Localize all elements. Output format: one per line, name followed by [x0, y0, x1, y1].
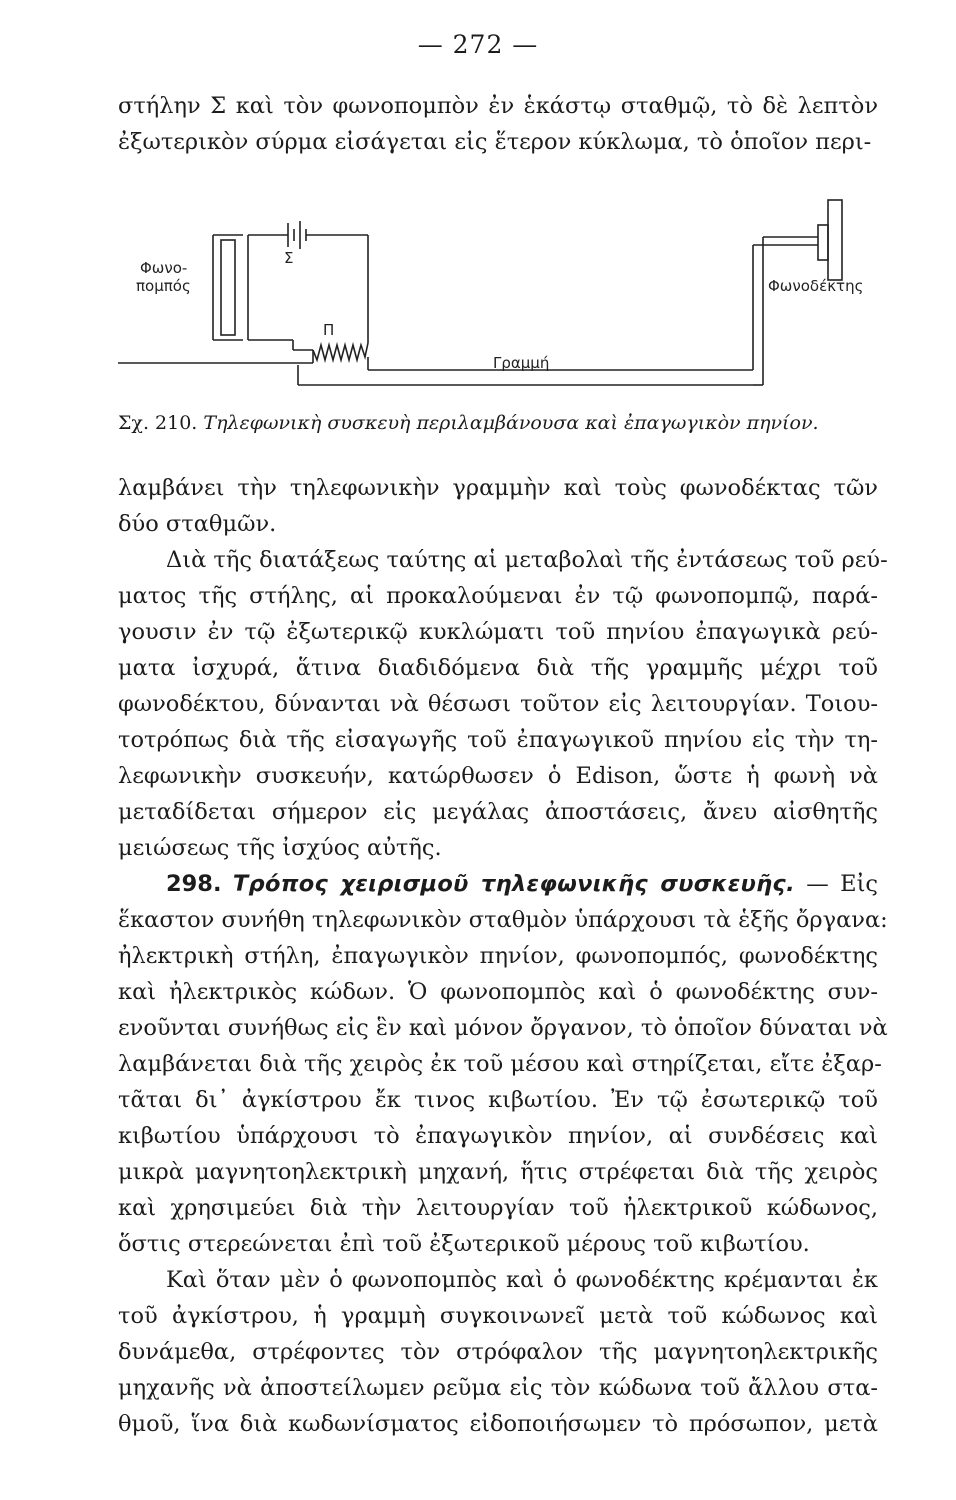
text-line: μεταδίδεται σήμερον εἰς μεγάλας ἀποστάσεις, ἄνευ αἰσθητῆς [118, 799, 878, 825]
text-line: τοῦ ἀγκίστρου, ἡ γραμμὴ συγκοινωνεῖ μετὰ τοῦ κώδωνος καὶ [118, 1303, 878, 1329]
intro-paragraph [118, 88, 878, 160]
label-battery: Σ [284, 249, 294, 267]
text-line: Καὶ ὅταν μὲν ὁ φωνοπομπὸς καὶ ὁ φωνοδέκτης κρέμανται ἐκ [166, 1267, 878, 1293]
text-line: μικρὰ μαγνητοηλεκτρικὴ μηχανή, ἥτις στρέφεται διὰ τῆς χειρὸς [118, 1159, 878, 1185]
text-line: στήλην Σ καὶ τὸν φωνοπομπὸν ἐν ἑκάστῳ σταθμῷ, τὸ δὲ λεπτὸν [118, 93, 878, 119]
text-line: Διὰ τῆς διατάξεως ταύτης αἱ μεταβολαὶ τῆς ἐντάσεως τοῦ ρεύ- [166, 547, 888, 573]
page-number: — 272 — [417, 30, 539, 59]
caption-number: Σχ. 210. [118, 412, 198, 434]
text-line: δυνάμεθα, στρέφοντες τὸν στρόφαλον τῆς μαγνητοηλεκτρικῆς [118, 1339, 878, 1365]
text-line: ἠλεκτρικὴ στήλη, ἐπαγωγικὸν πηνίον, φωνοπομπός, φωνοδέκτης [118, 943, 878, 969]
label-line: Γραμμή [493, 354, 550, 372]
section-title: Τρόπος χειρισμοῦ τηλεφωνικῆς συσκευῆς. [232, 871, 795, 897]
text-line: φωνοδέκτου, δύνανται νὰ θέσωσι τοῦτον εἰς λειτουργίαν. Τοιου- [118, 691, 878, 717]
label-receiver: Φωνοδέκτης [768, 277, 864, 295]
text-line: γουσιν ἐν τῷ ἐξωτερικῷ κυκλώματι τοῦ πηνίου ἐπαγωγικὰ ρεύ- [118, 619, 878, 645]
text-line: τᾶται δι᾿ ἀγκίστρου ἔκ τινος κιβωτίου. Ἐν τῷ ἐσωτερικῷ τοῦ [118, 1087, 878, 1113]
text-line: καὶ ἠλεκτρικὸς κώδων. Ὁ φωνοπομπὸς καὶ ὁ φωνοδέκτης συν- [118, 979, 878, 1005]
label-transmitter-cont: πομπός [136, 277, 191, 295]
paragraph-c [118, 1262, 878, 1442]
text-line: τοτρόπως διὰ τῆς εἰσαγωγῆς τοῦ ἐπαγωγικοῦ πηνίου εἰς τὴν τη- [118, 727, 878, 753]
section-number: 298. [166, 871, 222, 897]
section-298 [118, 866, 888, 1262]
text-line: ματος τῆς στήλης, αἱ προκαλούμεναι ἐν τῷ φωνοπομπῷ, παρά- [118, 583, 878, 609]
text-line: καὶ χρησιμεύει διὰ τὴν λειτουργίαν τοῦ ἠλεκτρικοῦ κώδωνος, [118, 1195, 878, 1221]
paragraph-a [118, 470, 878, 542]
text-line: λεφωνικὴν συσκευήν, κατώρθωσεν ὁ Edison, ὥστε ἡ φωνὴ νὰ [118, 763, 878, 789]
transmitter-shape [221, 240, 235, 335]
text-line: ὅστις στερεώνεται ἐπὶ τοῦ ἐξωτερικοῦ μέρους τοῦ κιβωτίου. [118, 1231, 810, 1257]
text-line: ματα ἰσχυρά, ἅτινα διαδιδόμενα διὰ τῆς γραμμῆς μέχρι τοῦ [118, 655, 878, 681]
text-line: λαμβάνεται διὰ τῆς χειρὸς ἐκ τοῦ μέσου καὶ στηρίζεται, εἴτε ἐξαρ- [118, 1051, 882, 1077]
text-line: λαμβάνει τὴν τηλεφωνικὴν γραμμὴν καὶ τοὺς φωνοδέκτας τῶν [118, 475, 878, 501]
text-line: κιβωτίου ὑπάρχουσι τὸ ἐπαγωγικὸν πηνίον, αἱ συνδέσεις καὶ [118, 1123, 878, 1149]
induction-coil-shape [313, 343, 368, 360]
text-line: δύο σταθμῶν. [118, 511, 277, 537]
text-line: ἐξωτερικὸν σύρμα εἰσάγεται εἰς ἕτερον κύκλωμα, τὸ ὁποῖον περι- [118, 129, 872, 155]
label-coil: Π [323, 321, 335, 339]
caption-title: Τηλεφωνικὴ συσκευὴ περιλαμβάνουσα καὶ ἐπαγωγικὸν πηνίον. [203, 412, 819, 434]
text-line: ἕκαστον συνήθη τηλεφωνικὸν σταθμὸν ὑπάρχουσι τὰ ἑξῆς ὄργανα: [118, 907, 888, 933]
label-transmitter: Φωνο- [140, 259, 188, 277]
circuit-diagram-svg [118, 195, 888, 410]
section-heading-rest: — Εἰς [806, 871, 879, 897]
section-heading-line [118, 866, 878, 902]
circuit-diagram [118, 195, 888, 410]
text-line: θμοῦ, ἵνα διὰ κωδωνίσματος εἰδοποιήσωμεν τὸ πρόσωπον, μετὰ [118, 1411, 878, 1437]
text-line: ενοῦνται συνήθως εἰς ἓν καὶ μόνον ὄργανον, τὸ ὁποῖον δύναται νὰ [118, 1015, 888, 1041]
paragraph-b [118, 542, 888, 866]
figure-caption [118, 408, 878, 438]
text-line: μηχανῆς νὰ ἀποστείλωμεν ρεῦμα εἰς τὸν κώδωνα τοῦ ἄλλου στα- [118, 1375, 878, 1401]
receiver-shape [818, 225, 828, 260]
text-line: μειώσεως τῆς ἰσχύος αὐτῆς. [118, 835, 442, 861]
